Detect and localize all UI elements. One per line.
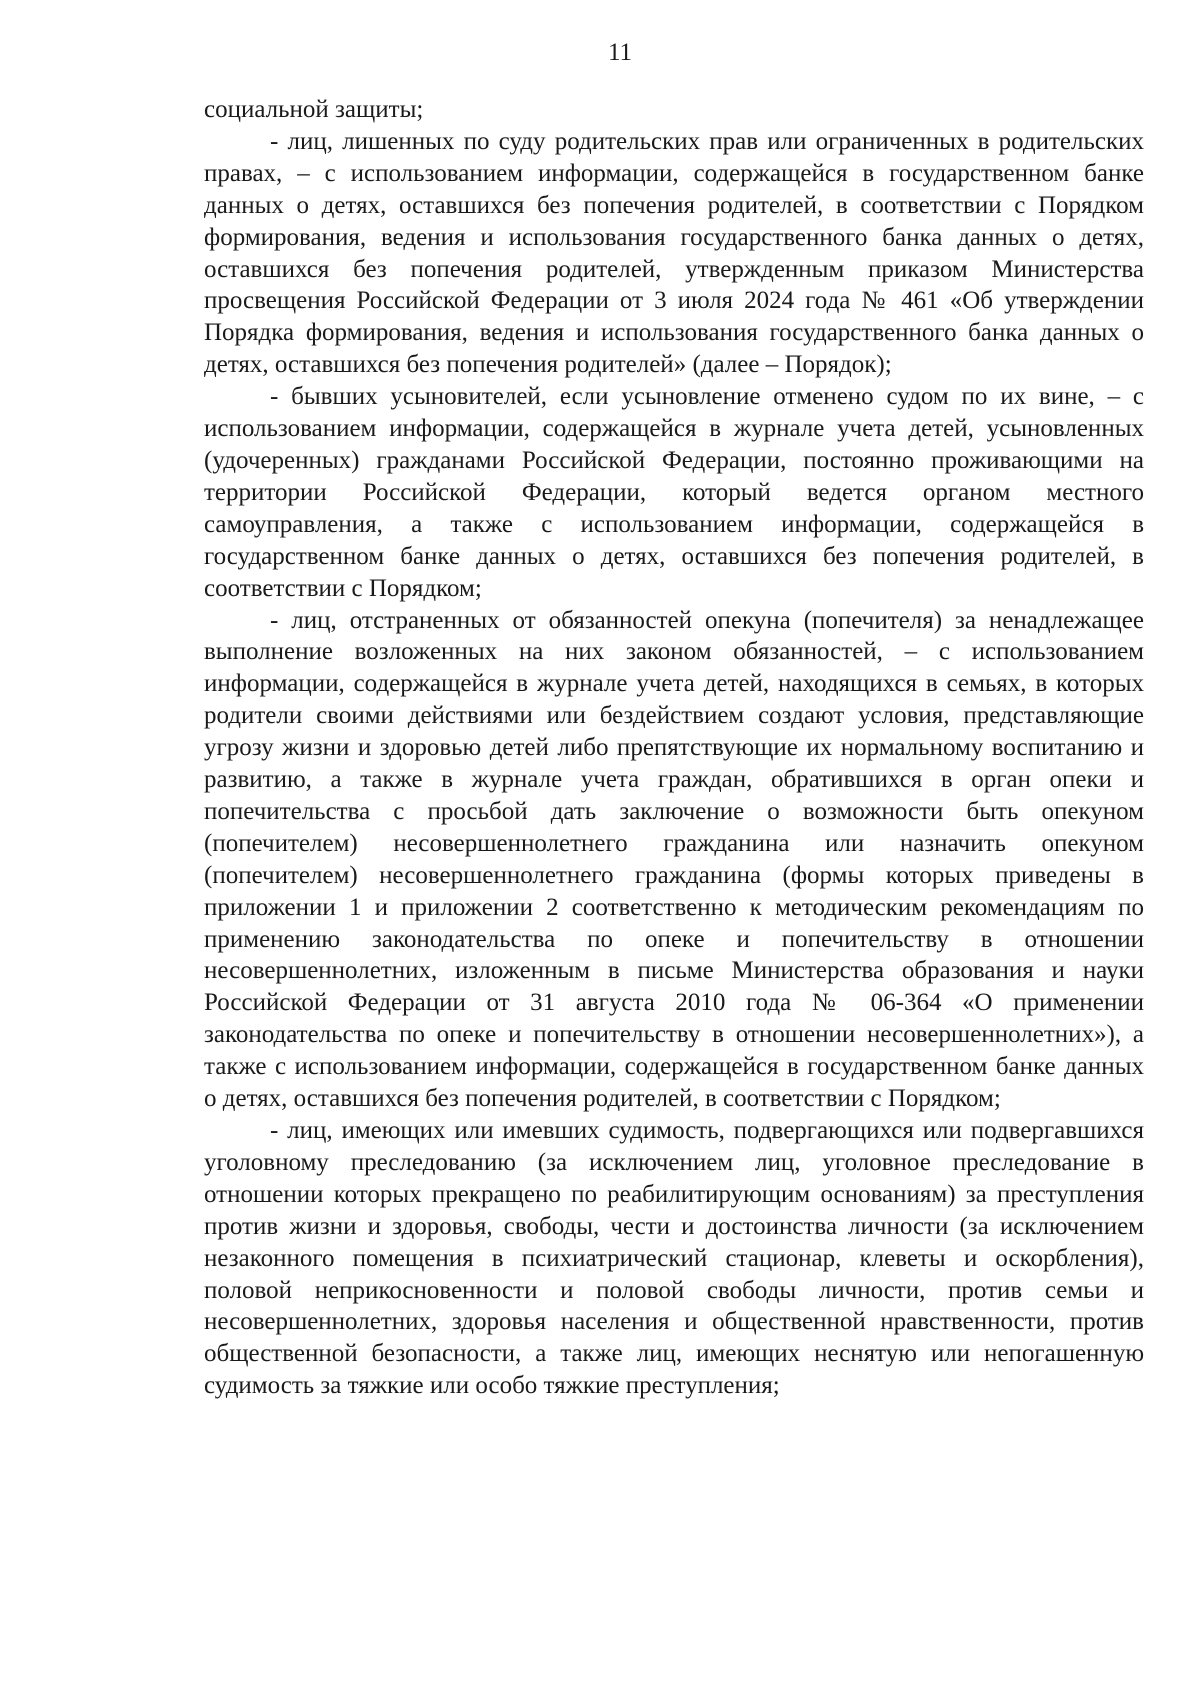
paragraph-deprived-parental-rights: - лиц, лишенных по суду родительских прав или ограниченных в родительских правах, – с использованием информации, содержащейся в государственном банке данных о детях, оставшихся без попечения родителей, в соответствии с Порядком формирования, ведения и использования государственного банка данных о детях, оставшихся без попечения родителей, утвержденным приказом Министерства просвещения Российской Федерации от 3 июля 2024 года № 461 «Об утверждении Порядка формирования, ведения и использования государственного банка данных о детях, оставшихся без попечения родителей» (далее – Порядок);: [204, 127, 1144, 379]
paragraph-continuation: социальной защиты;: [204, 96, 424, 123]
paragraph-removed-guardians: - лиц, отстраненных от обязанностей опекуна (попечителя) за ненадлежащее выполнение возложенных на них законом обязанностей, – с использованием информации, содержащейся в журнале учета детей, находящихся в семьях, в которых родители своими действиями или бездействием создают условия, представляющие угрозу жизни и здоровью детей либо препятствующие их нормальному воспитанию и развитию, а также в журнале учета граждан, обратившихся в орган опеки и попечительства с просьбой дать заключение о возможности быть опекуном (попечителем) несовершеннолетнего гражданина или назначить опекуном (попечителем) несовершеннолетнего гражданина (формы которых приведены в приложении 1 и приложении 2 соответственно к методическим рекомендациям по применению законодательства по опеке и попечительству в отношении несовершеннолетних, изложенным в письме Министерства образования и науки Российской Федерации от 31 августа 2010 года № 06-364 «О применении законодательства по опеке и попечительству в отношении несовершеннолетних»), а также с использованием информации, содержащейся в государственном банке данных о детях, оставшихся без попечения родителей, в соответствии с Порядком;: [204, 606, 1144, 1113]
document-body: [204, 94, 1144, 1402]
paragraph-criminal-record: - лиц, имеющих или имевших судимость, подвергающихся или подвергавшихся уголовному преследованию (за исключением лиц, уголовное преследование в отношении которых прекращено по реабилитирующим основаниям) за преступления против жизни и здоровья, свободы, чести и достоинства личности (за исключением незаконного помещения в психиатрический стационар, клеветы и оскорбления), половой неприкосновенности и половой свободы личности, против семьи и несовершеннолетних, здоровья населения и общественной нравственности, против общественной безопасности, а также лиц, имеющих неснятую или непогашенную судимость за тяжкие или особо тяжкие преступления;: [204, 1117, 1144, 1400]
paragraph-former-adopters: - бывших усыновителей, если усыновление отменено судом по их вине, – с использованием информации, содержащейся в журнале учета детей, усыновленных (удочеренных) гражданами Российской Федерации, постоянно проживающими на территории Российской Федерации, который ведется органом местного самоуправления, а также с использованием информации, содержащейся в государственном банке данных о детях, оставшихся без попечения родителей, в соответствии с Порядком;: [204, 383, 1144, 602]
page-number: 11: [607, 39, 633, 66]
